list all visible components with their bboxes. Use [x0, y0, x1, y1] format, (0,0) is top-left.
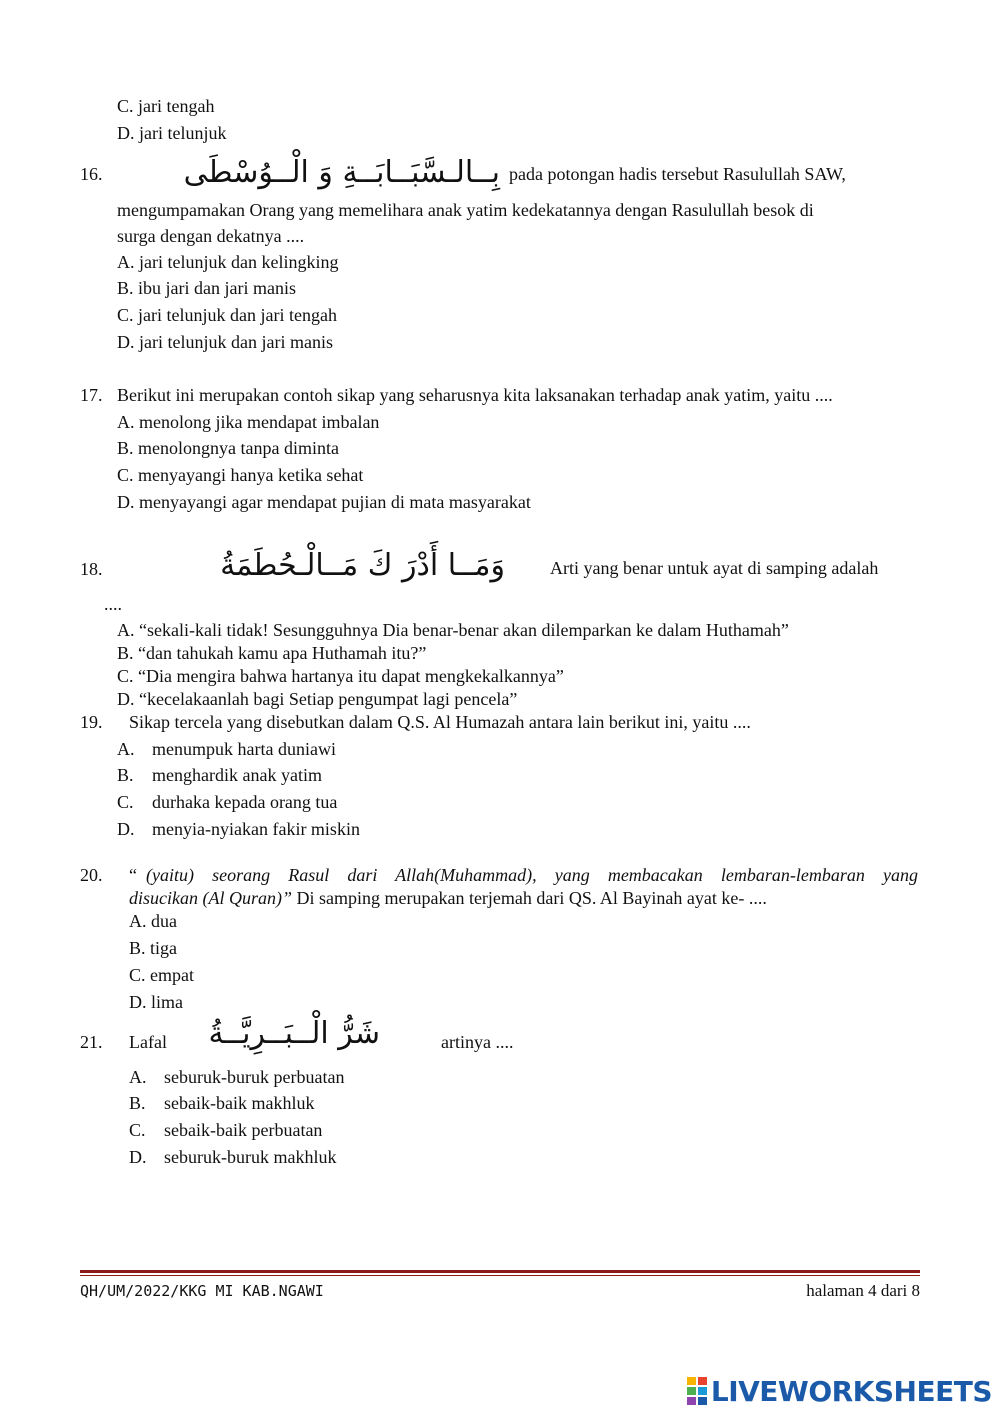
- q16-option-d: D. jari telunjuk dan jari manis: [117, 332, 333, 352]
- q19-option-b-letter: B.: [117, 765, 134, 785]
- q18-option-a: A. “sekali-kali tidak! Sesungguhnya Dia benar-benar akan dilemparkan ke dalam Huthamah”: [117, 620, 789, 640]
- footer-divider-thick: [80, 1270, 920, 1273]
- q21-option-c-text: sebaik-baik perbuatan: [164, 1120, 323, 1140]
- q21-option-b-letter: B.: [129, 1093, 146, 1113]
- q16-arabic-text: بِــالـسَّبَــابَــةِ وَ الْــوُسْطَى: [183, 155, 500, 190]
- q17-option-a: A. menolong jika mendapat imbalan: [117, 412, 380, 432]
- q21-option-b-text: sebaik-baik makhluk: [164, 1093, 315, 1113]
- q15-option-c: C. jari tengah: [117, 96, 215, 116]
- q20-option-c: C. empat: [129, 965, 194, 985]
- q18-arabic-text: وَمَــا أَدْرَ كَ مَــالْـحُطَمَةُ: [220, 548, 505, 583]
- q20-open-quote: “: [129, 865, 137, 885]
- q16-text-line1: pada potongan hadis tersebut Rasulullah SAW,: [509, 164, 846, 184]
- q21-option-a-text: seburuk-buruk perbuatan: [164, 1067, 345, 1087]
- q19-option-b-text: menghardik anak yatim: [152, 765, 322, 785]
- q21-option-d-text: seburuk-buruk makhluk: [164, 1147, 337, 1167]
- q20-option-b: B. tiga: [129, 938, 177, 958]
- q20-italic-text2: disucikan (Al Quran)”: [129, 888, 292, 908]
- q19-option-c-letter: C.: [117, 792, 134, 812]
- q16-text-line2: mengumpamakan Orang yang memelihara anak yatim kedekatannya dengan Rasulullah besok di: [117, 200, 814, 220]
- q19-number: 19.: [80, 712, 103, 732]
- q19-option-c-text: durhaka kepada orang tua: [152, 792, 338, 812]
- q19-option-d-letter: D.: [117, 819, 135, 839]
- q20-text2: Di samping merupakan terjemah dari QS. Al Bayinah ayat ke- ....: [296, 888, 767, 908]
- footer-divider-thin: [80, 1275, 920, 1276]
- q15-option-d: D. jari telunjuk: [117, 123, 227, 143]
- q17-option-b: B. menolongnya tanpa diminta: [117, 438, 339, 458]
- q19-option-d-text: menyia-nyiakan fakir miskin: [152, 819, 360, 839]
- q18-number: 18.: [80, 559, 103, 579]
- q20-italic-line1: [146, 863, 918, 887]
- q20-option-d: D. lima: [129, 992, 183, 1012]
- q21-number: 21.: [80, 1032, 103, 1052]
- q16-option-c: C. jari telunjuk dan jari tengah: [117, 305, 337, 325]
- q17-option-c: C. menyayangi hanya ketika sehat: [117, 465, 364, 485]
- q16-text-line3: surga dengan dekatnya ....: [117, 226, 305, 246]
- q16-number: 16.: [80, 164, 103, 184]
- liveworksheets-logo-text: LIVEWORKSHEETS: [710, 1374, 992, 1408]
- q19-option-a-letter: A.: [117, 739, 135, 759]
- q19-option-a-text: menumpuk harta duniawi: [152, 739, 336, 759]
- q17-text: Berikut ini merupakan contoh sikap yang seharusnya kita laksanakan terhadap anak yatim, yaitu ....: [117, 385, 833, 405]
- q21-arabic-text: شَرُّ الْــبَــرِيَّــةُ: [208, 1016, 380, 1051]
- q19-text: Sikap tercela yang disebutkan dalam Q.S. Al Humazah antara lain berikut ini, yaitu ....: [129, 712, 751, 732]
- q17-option-d: D. menyayangi agar mendapat pujian di mata masyarakat: [117, 492, 531, 512]
- liveworksheets-logo[interactable]: [687, 1374, 992, 1408]
- footer-page-number: halaman 4 dari 8: [806, 1281, 920, 1300]
- q21-option-a-letter: A.: [129, 1067, 147, 1087]
- q16-option-a: A. jari telunjuk dan kelingking: [117, 252, 339, 272]
- q17-number: 17.: [80, 385, 103, 405]
- footer-code: QH/UM/2022/KKG MI KAB.NGAWI: [80, 1282, 324, 1300]
- q18-option-c: C. “Dia mengira bahwa hartanya itu dapat mengkekalkannya”: [117, 666, 564, 686]
- q20-line2: [129, 886, 767, 910]
- liveworksheets-logo-icon: [687, 1377, 707, 1405]
- q21-text: artinya ....: [441, 1032, 514, 1052]
- q21-label: Lafal: [129, 1032, 167, 1052]
- q18-text: Arti yang benar untuk ayat di samping adalah: [550, 558, 879, 578]
- q18-option-b: B. “dan tahukah kamu apa Huthamah itu?”: [117, 643, 427, 663]
- q21-option-d-letter: D.: [129, 1147, 147, 1167]
- q20-number: 20.: [80, 865, 103, 885]
- q21-option-c-letter: C.: [129, 1120, 146, 1140]
- q18-text-cont: ....: [104, 594, 122, 614]
- q20-italic-text1: (yaitu) seorang Rasul dari Allah(Muhammad), yang membacakan lembaran-lembaran yang: [146, 865, 918, 885]
- q18-option-d: D. “kecelakaanlah bagi Setiap pengumpat lagi pencela”: [117, 689, 518, 709]
- q16-option-b: B. ibu jari dan jari manis: [117, 278, 296, 298]
- q20-option-a: A. dua: [129, 911, 177, 931]
